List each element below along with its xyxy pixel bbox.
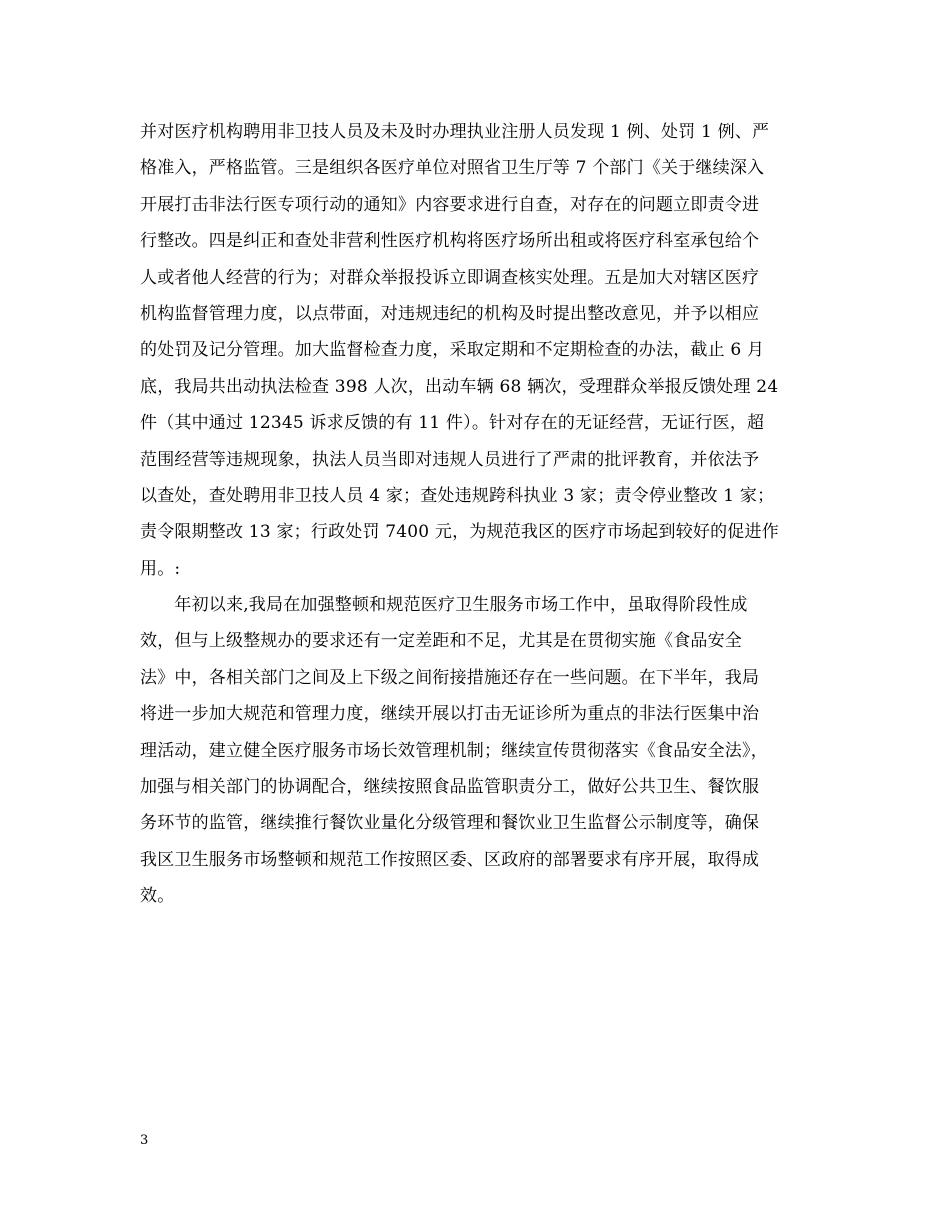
text-line: 格准入，严格监管。三是组织各医疗单位对照省卫生厅等 7 个部门《关于继续深入: [140, 158, 765, 179]
text-line: 人或者他人经营的行为；对群众举报投诉立即调查核实处理。五是加大对辖区医疗: [140, 267, 760, 288]
text-line: 范围经营等违规现象，执法人员当即对违规人员进行了严肃的批评教育，并依法予: [140, 449, 760, 470]
text-line: 效。: [140, 886, 175, 907]
text-line: 的处罚及记分管理。加大监督检查力度，采取定期和不定期检查的办法，截止 6 月: [140, 340, 765, 361]
text-line: 年初以来,我局在加强整顿和规范医疗卫生服务市场工作中，虽取得阶段性成: [140, 595, 748, 616]
text-line: 加强与相关部门的协调配合，继续按照食品监管职责分工，做好公共卫生、餐饮服: [140, 777, 760, 798]
paragraph-2: [140, 587, 812, 915]
text-line: 理活动，建立健全医疗服务市场长效管理机制；继续宣传贯彻落实《食品安全法》，: [140, 740, 768, 761]
text-line: 将进一步加大规范和管理力度，继续开展以打击无证诊所为重点的非法行医集中治: [140, 704, 760, 725]
text-line: 开展打击非法行医专项行动的通知》内容要求进行自查，对存在的问题立即责令进: [140, 194, 760, 215]
text-line: 用。:: [140, 558, 181, 579]
page-number: 3: [140, 1133, 149, 1148]
text-line: 机构监督管理力度，以点带面，对违规违纪的机构及时提出整改意见，并予以相应: [140, 303, 760, 324]
text-line: 件（其中通过 12345 诉求反馈的有 11 件）。针对存在的无证经营，无证行医，超: [140, 413, 765, 434]
text-line: 并对医疗机构聘用非卫技人员及未及时办理执业注册人员发现 1 例、处罚 1 例、严: [140, 122, 770, 142]
body-text: [140, 114, 812, 915]
text-line: 责令限期整改 13 家；行政处罚 7400 元，为规范我区的医疗市场起到较好的促进作: [140, 522, 779, 543]
text-line: 法》中，各相关部门之间及上下级之间衔接措施还存在一些问题。在下半年，我局: [140, 667, 760, 688]
text-line: 效，但与上级整规办的要求还有一定差距和不足，尤其是在贯彻实施《食品安全: [140, 631, 742, 652]
text-line: 以查处，查处聘用非卫技人员 4 家；查处违规跨科执业 3 家；责令停业整改 1 家；: [140, 485, 775, 506]
text-line: 我区卫生服务市场整顿和规范工作按照区委、区政府的部署要求有序开展，取得成: [140, 849, 760, 870]
text-line: 底，我局共出动执法检查 398 人次，出动车辆 68 辆次，受理群众举报反馈处理 24: [140, 376, 779, 397]
text-line: 务环节的监管，继续推行餐饮业量化分级管理和餐饮业卫生监督公示制度等，确保: [140, 813, 760, 834]
paragraph-1: [140, 114, 812, 587]
text-line: 行整改。四是纠正和查处非营利性医疗机构将医疗场所出租或将医疗科室承包给个: [140, 231, 760, 252]
